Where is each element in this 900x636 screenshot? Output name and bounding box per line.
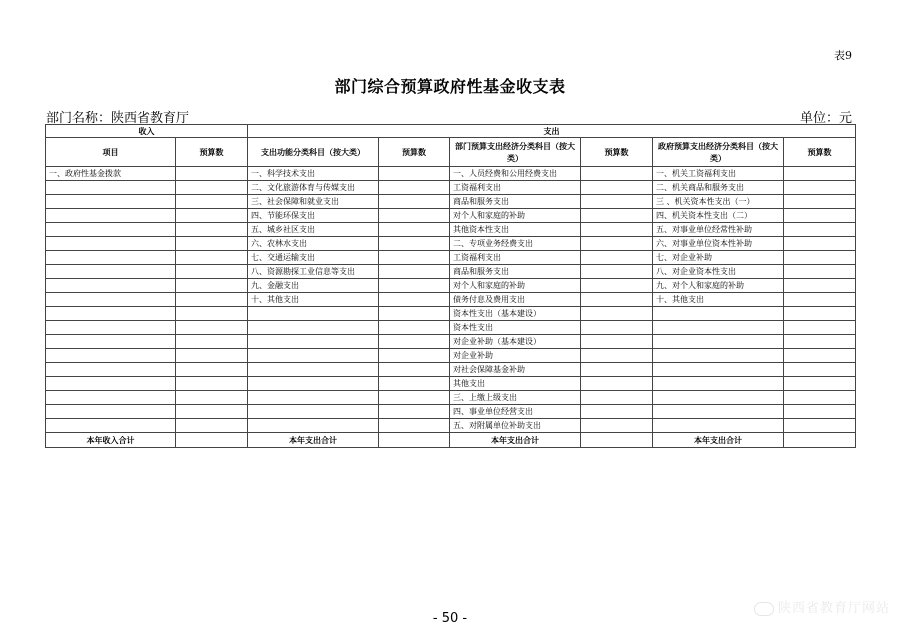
table-row [46, 335, 856, 349]
dept-econ-amount [581, 237, 653, 251]
income-amount [176, 391, 248, 405]
income-item [46, 321, 176, 335]
func-class-item [248, 307, 379, 321]
income-item [46, 405, 176, 419]
gov-econ-amount [784, 307, 856, 321]
func-class-item: 二、文化旅游体育与传媒支出 [248, 181, 379, 195]
func-class-amount [379, 181, 450, 195]
table-row [46, 265, 856, 279]
func-class-item [248, 363, 379, 377]
table-row [46, 279, 856, 293]
dept-econ-amount [581, 181, 653, 195]
func-class-amount [379, 419, 450, 433]
income-item: 一、政府性基金拨款 [46, 167, 176, 181]
func-class-item [248, 321, 379, 335]
dept-econ-amount [581, 223, 653, 237]
dept-econ-amount [581, 209, 653, 223]
gov-econ-item [653, 335, 784, 349]
income-item [46, 349, 176, 363]
func-class-item: 九、金融支出 [248, 279, 379, 293]
dept-econ-amount [581, 335, 653, 349]
dept-econ-item: 三、上缴上级支出 [450, 391, 581, 405]
dept-econ-amount [581, 167, 653, 181]
expense-total-value [784, 433, 856, 448]
dept-econ-item: 对社会保障基金补助 [450, 363, 581, 377]
func-class-amount [379, 405, 450, 419]
page-title: 部门综合预算政府性基金收支表 [334, 77, 566, 96]
income-amount [176, 349, 248, 363]
table-row [46, 405, 856, 419]
expense-total-label: 本年支出合计 [653, 433, 784, 448]
func-class-amount [379, 209, 450, 223]
gov-econ-amount [784, 237, 856, 251]
gov-econ-amount [784, 251, 856, 265]
func-class-amount [379, 265, 450, 279]
func-class-item [248, 349, 379, 363]
income-item [46, 419, 176, 433]
func-class-item [248, 405, 379, 419]
gov-econ-amount [784, 391, 856, 405]
gov-econ-amount [784, 209, 856, 223]
gov-econ-item [653, 349, 784, 363]
dept-econ-item: 工资福利支出 [450, 251, 581, 265]
table-row [46, 419, 856, 433]
dept-econ-amount [581, 307, 653, 321]
func-class-item [248, 419, 379, 433]
watermark [754, 597, 890, 616]
func-class-item: 八、资源勘探工业信息等支出 [248, 265, 379, 279]
func-class-amount [379, 237, 450, 251]
dept-econ-amount [581, 279, 653, 293]
dept-econ-amount [581, 349, 653, 363]
income-item [46, 279, 176, 293]
expense-total-value [581, 433, 653, 448]
income-amount [176, 321, 248, 335]
gov-econ-item: 六、对事业单位资本性补助 [653, 237, 784, 251]
dept-econ-item: 商品和服务支出 [450, 265, 581, 279]
income-amount [176, 307, 248, 321]
dept-econ-item: 对个人和家庭的补助 [450, 279, 581, 293]
func-class-amount [379, 321, 450, 335]
income-amount [176, 377, 248, 391]
income-amount [176, 279, 248, 293]
dept-econ-item: 商品和服务支出 [450, 195, 581, 209]
table-row [46, 251, 856, 265]
gov-econ-item: 七、对企业补助 [653, 251, 784, 265]
gov-econ-item [653, 377, 784, 391]
gov-econ-item: 一、机关工资福利支出 [653, 167, 784, 181]
dept-econ-item: 一、人员经费和公用经费支出 [450, 167, 581, 181]
func-class-amount [379, 349, 450, 363]
dept-econ-amount [581, 419, 653, 433]
expense-total-label: 本年支出合计 [450, 433, 581, 448]
func-class-amount [379, 363, 450, 377]
header-row-columns [46, 138, 856, 167]
gov-econ-item [653, 405, 784, 419]
gov-econ-header: 政府预算支出经济分类科目（按大类） [653, 138, 784, 167]
income-amount [176, 223, 248, 237]
dept-econ-amount [581, 391, 653, 405]
dept-econ-item: 其他支出 [450, 377, 581, 391]
budget-header: 预算数 [581, 138, 653, 167]
gov-econ-amount [784, 335, 856, 349]
gov-econ-amount [784, 181, 856, 195]
gov-econ-item [653, 391, 784, 405]
table-row [46, 391, 856, 405]
table-row [46, 209, 856, 223]
item-header: 项目 [46, 138, 176, 167]
gov-econ-amount [784, 167, 856, 181]
dept-econ-amount [581, 293, 653, 307]
budget-header: 预算数 [784, 138, 856, 167]
header-row-top [46, 125, 856, 138]
income-item [46, 363, 176, 377]
gov-econ-item [653, 321, 784, 335]
income-item [46, 307, 176, 321]
gov-econ-amount [784, 419, 856, 433]
table-row [46, 307, 856, 321]
income-total-label: 本年收入合计 [46, 433, 176, 448]
budget-header: 预算数 [176, 138, 248, 167]
gov-econ-amount [784, 321, 856, 335]
income-item [46, 181, 176, 195]
income-item [46, 237, 176, 251]
func-class-header: 支出功能分类科目（按大类） [248, 138, 379, 167]
dept-econ-amount [581, 251, 653, 265]
func-class-item: 六、农林水支出 [248, 237, 379, 251]
gov-econ-amount [784, 265, 856, 279]
func-class-item: 五、城乡社区支出 [248, 223, 379, 237]
func-class-item: 七、交通运输支出 [248, 251, 379, 265]
unit-label: 单位：元 [799, 111, 852, 126]
table-row [46, 377, 856, 391]
dept-econ-item: 资本性支出（基本建设） [450, 307, 581, 321]
dept-econ-item: 资本性支出 [450, 321, 581, 335]
gov-econ-item [653, 363, 784, 377]
dept-econ-item: 债务付息及费用支出 [450, 293, 581, 307]
budget-header: 预算数 [379, 138, 450, 167]
dept-econ-amount [581, 321, 653, 335]
income-item [46, 223, 176, 237]
gov-econ-item: 三 、机关资本性支出（一） [653, 195, 784, 209]
dept-econ-item: 对企业补助（基本建设） [450, 335, 581, 349]
income-item [46, 209, 176, 223]
income-amount [176, 419, 248, 433]
income-amount [176, 335, 248, 349]
dept-econ-amount [581, 363, 653, 377]
dept-econ-item: 对个人和家庭的补助 [450, 209, 581, 223]
income-item [46, 391, 176, 405]
gov-econ-amount [784, 363, 856, 377]
income-amount [176, 265, 248, 279]
income-amount [176, 363, 248, 377]
table-row [46, 167, 856, 181]
watermark-text: 陕西省教育厅网站 [777, 601, 890, 616]
func-class-item: 一、科学技术支出 [248, 167, 379, 181]
dept-econ-amount [581, 265, 653, 279]
table-number: 表9 [834, 49, 852, 62]
dept-econ-header: 部门预算支出经济分类科目（按大类） [450, 138, 581, 167]
func-class-amount [379, 279, 450, 293]
gov-econ-item [653, 307, 784, 321]
func-class-amount [379, 391, 450, 405]
income-item [46, 265, 176, 279]
income-amount [176, 195, 248, 209]
income-amount [176, 405, 248, 419]
income-total-value [176, 433, 248, 448]
table-row [46, 349, 856, 363]
dept-econ-item: 工资福利支出 [450, 181, 581, 195]
gov-econ-amount [784, 405, 856, 419]
table-row [46, 363, 856, 377]
func-class-item: 四、节能环保支出 [248, 209, 379, 223]
func-class-item: 十、其他支出 [248, 293, 379, 307]
dept-econ-amount [581, 405, 653, 419]
income-amount [176, 293, 248, 307]
total-row [46, 433, 856, 448]
gov-econ-amount [784, 195, 856, 209]
gov-econ-item [653, 419, 784, 433]
gov-econ-amount [784, 349, 856, 363]
page-number: - 50 - [432, 611, 468, 626]
income-amount [176, 251, 248, 265]
dept-econ-amount [581, 195, 653, 209]
income-item [46, 377, 176, 391]
income-header: 收入 [46, 125, 248, 138]
func-class-item [248, 377, 379, 391]
gov-econ-amount [784, 279, 856, 293]
gov-econ-amount [784, 293, 856, 307]
func-class-item [248, 391, 379, 405]
budget-table [45, 124, 856, 448]
dept-econ-item: 二、专项业务经费支出 [450, 237, 581, 251]
income-item [46, 293, 176, 307]
income-item [46, 335, 176, 349]
dept-econ-item: 五、对附属单位补助支出 [450, 419, 581, 433]
func-class-amount [379, 167, 450, 181]
func-class-amount [379, 307, 450, 321]
func-class-amount [379, 293, 450, 307]
func-class-item [248, 335, 379, 349]
dept-econ-item: 其他资本性支出 [450, 223, 581, 237]
dept-econ-item: 对企业补助 [450, 349, 581, 363]
gov-econ-item: 九、对个人和家庭的补助 [653, 279, 784, 293]
func-class-amount [379, 195, 450, 209]
table-row [46, 181, 856, 195]
income-amount [176, 237, 248, 251]
func-class-amount [379, 223, 450, 237]
expense-total-label: 本年支出合计 [248, 433, 379, 448]
gov-econ-amount [784, 377, 856, 391]
dept-econ-item: 四、事业单位经营支出 [450, 405, 581, 419]
gov-econ-item: 二、机关商品和服务支出 [653, 181, 784, 195]
dept-econ-amount [581, 377, 653, 391]
watermark-logo-icon [754, 602, 774, 616]
table-row [46, 195, 856, 209]
gov-econ-item: 十、其他支出 [653, 293, 784, 307]
table-row [46, 223, 856, 237]
func-class-amount [379, 335, 450, 349]
table-row [46, 293, 856, 307]
department-name: 部门名称：陕西省教育厅 [46, 111, 190, 126]
table-row [46, 321, 856, 335]
func-class-amount [379, 251, 450, 265]
expense-header: 支出 [248, 125, 856, 138]
income-item [46, 195, 176, 209]
expense-total-value [379, 433, 450, 448]
func-class-item: 三、社会保障和就业支出 [248, 195, 379, 209]
func-class-amount [379, 377, 450, 391]
income-amount [176, 167, 248, 181]
table-row [46, 237, 856, 251]
gov-econ-item: 四、机关资本性支出（二） [653, 209, 784, 223]
gov-econ-amount [784, 223, 856, 237]
income-amount [176, 209, 248, 223]
income-amount [176, 181, 248, 195]
gov-econ-item: 八、对企业资本性支出 [653, 265, 784, 279]
gov-econ-item: 五、对事业单位经常性补助 [653, 223, 784, 237]
income-item [46, 251, 176, 265]
